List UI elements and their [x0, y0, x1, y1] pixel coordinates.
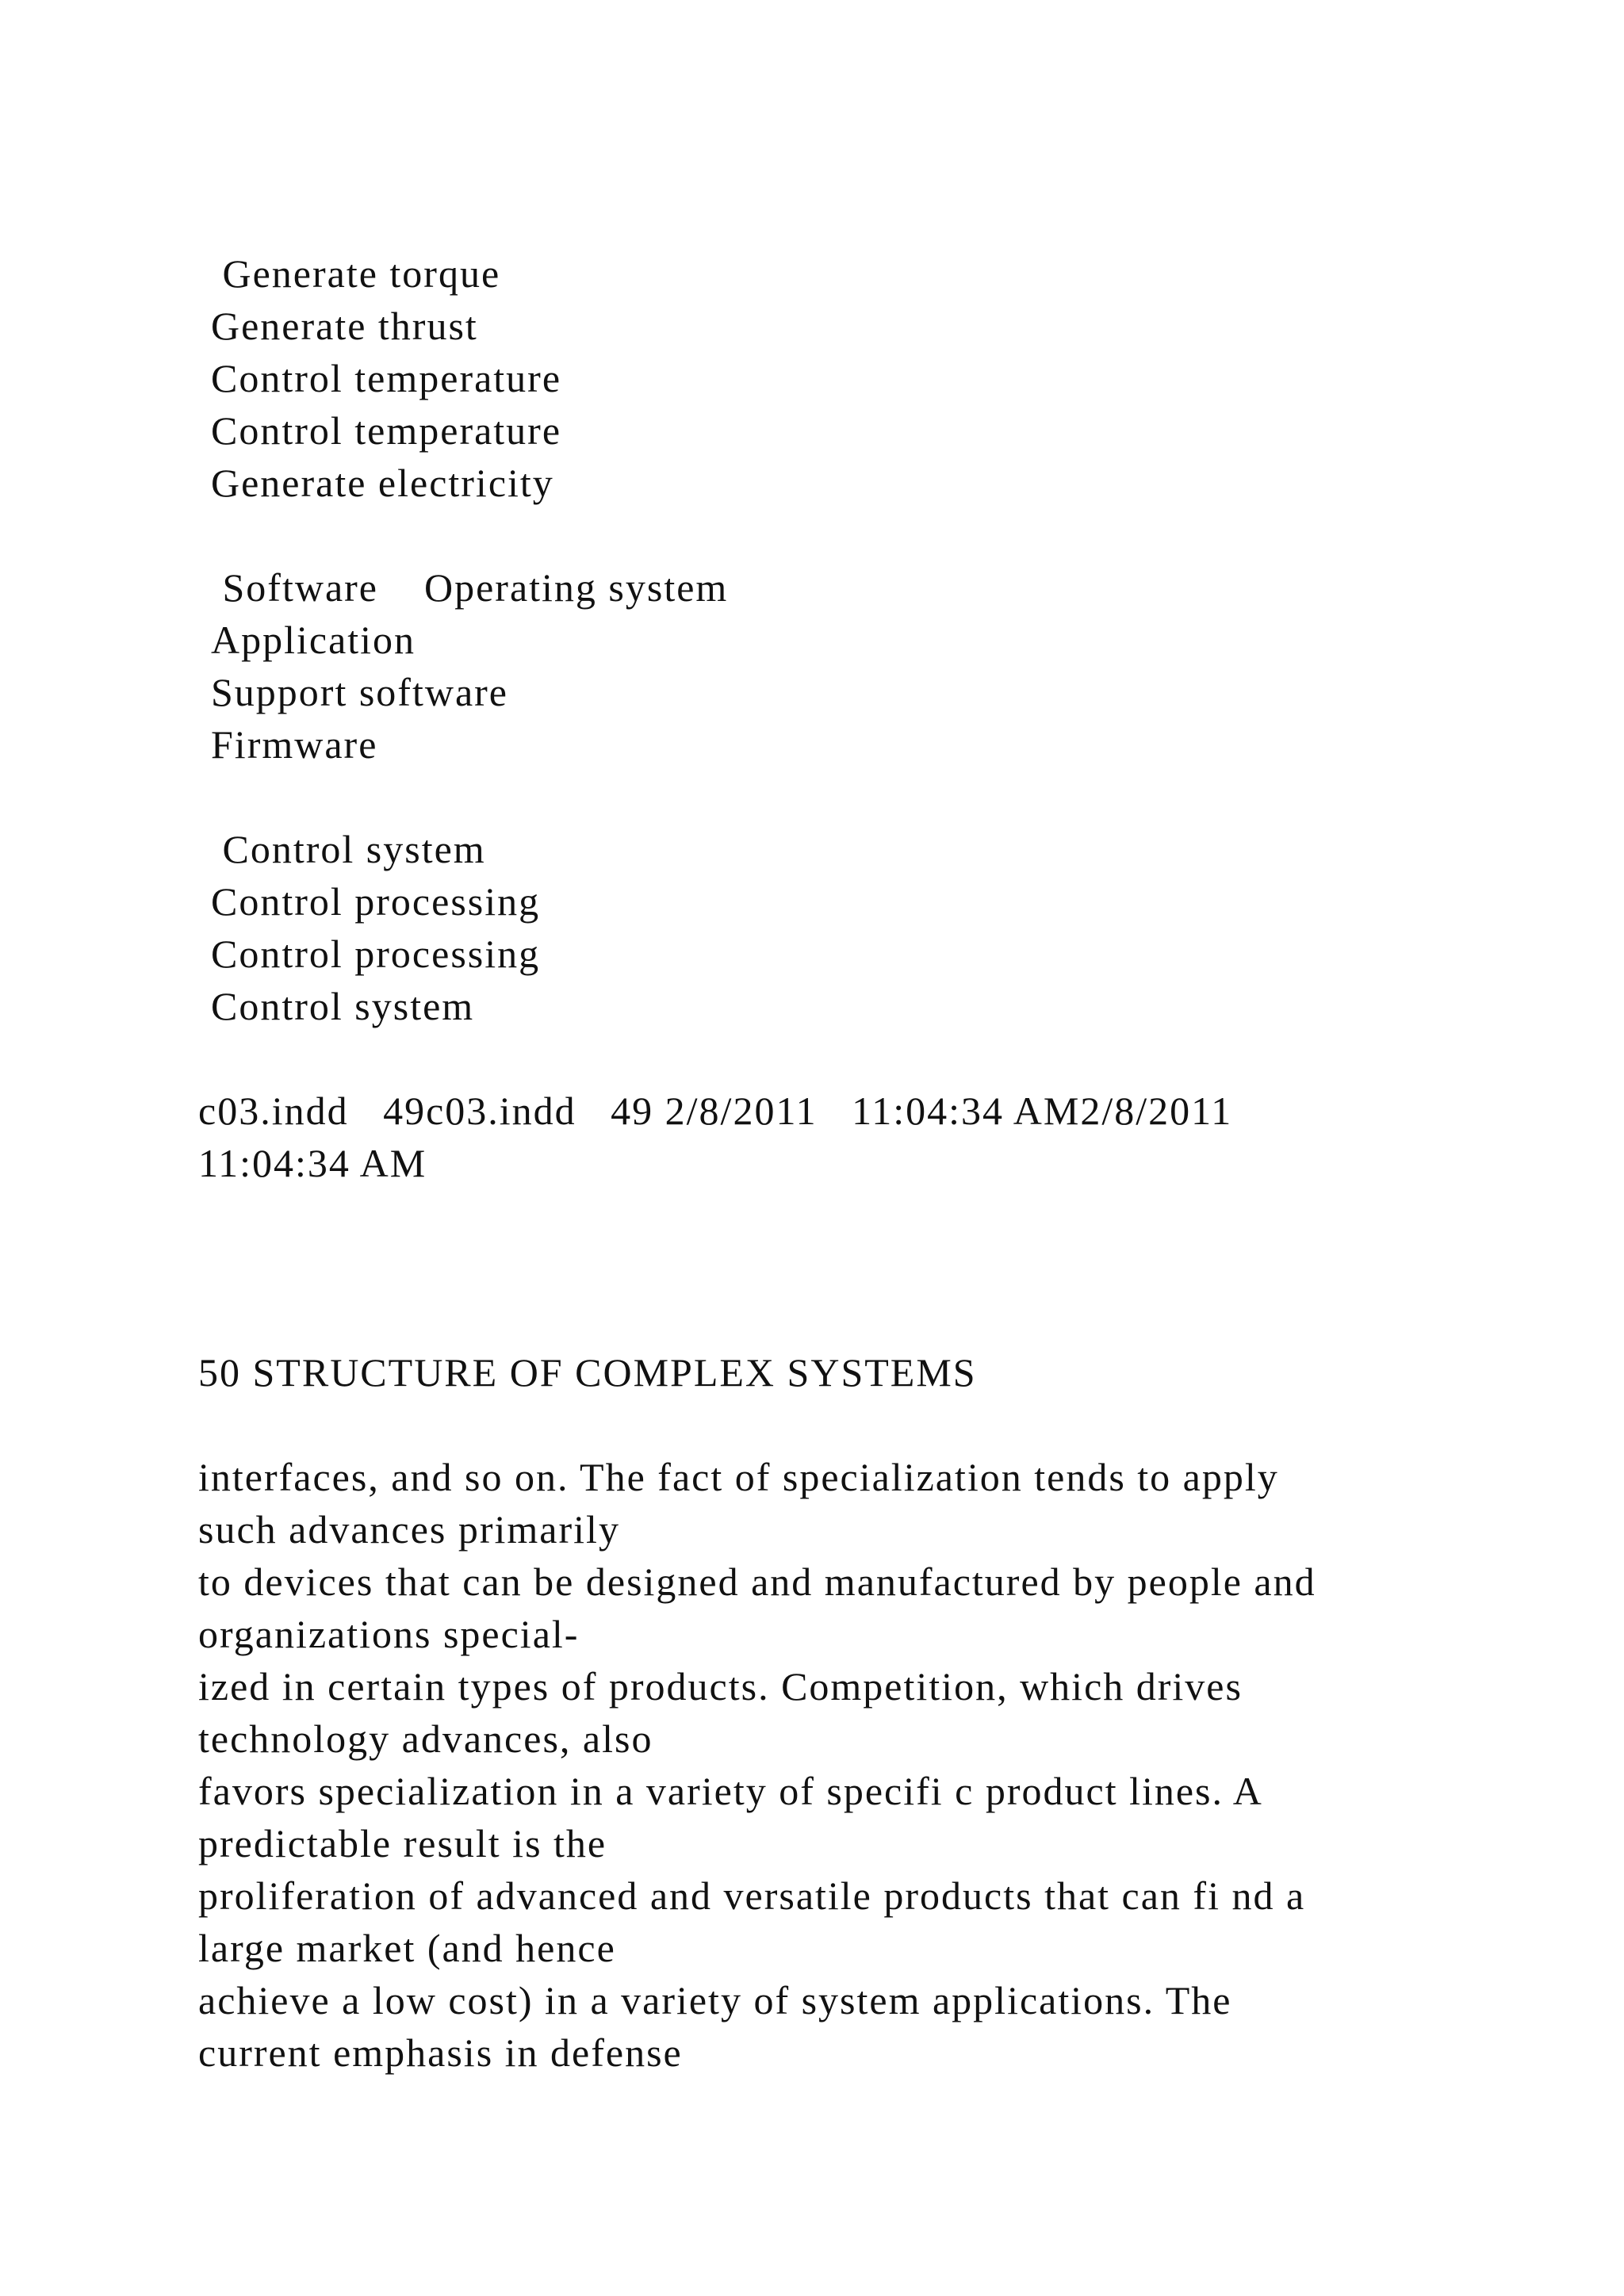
list-item-generate-electricity: Generate electricity — [211, 461, 554, 505]
body-line: proliferation of advanced and versatile products that can fi nd a — [198, 1873, 1306, 1918]
body-line: ized in certain types of products. Competition, which drives — [198, 1664, 1243, 1709]
body-line: achieve a low cost) in a variety of system applications. The — [198, 1978, 1232, 2022]
body-line: such advances primarily — [198, 1507, 620, 1552]
body-line: current emphasis in defense — [198, 2030, 683, 2075]
list-item-control-processing-2: Control processing — [211, 932, 541, 976]
body-line: interfaces, and so on. The fact of specialization tends to apply — [198, 1455, 1279, 1499]
list-item-control-system-1: Control system — [211, 827, 486, 871]
list-item-generate-thrust: Generate thrust — [211, 304, 478, 348]
body-line: organizations special- — [198, 1612, 580, 1656]
list-item-control-temperature-2: Control temperature — [211, 408, 562, 453]
list-item-firmware: Firmware — [211, 722, 378, 767]
list-item-control-temperature-1: Control temperature — [211, 356, 562, 400]
body-line: favors specialization in a variety of specifi c product lines. A — [198, 1769, 1263, 1813]
body-line: large market (and hence — [198, 1926, 616, 1970]
list-item-generate-torque: Generate torque — [211, 251, 501, 296]
running-head: 50 STRUCTURE OF COMPLEX SYSTEMS — [198, 1350, 977, 1395]
body-line: predictable result is the — [198, 1821, 607, 1866]
body-line: technology advances, also — [198, 1716, 653, 1761]
list-item-control-system-2: Control system — [211, 984, 475, 1028]
print-slug-line-1: c03.indd 49c03.indd 49 2/8/2011 11:04:34 AM2/8/2011 — [198, 1089, 1233, 1133]
list-item-software-operating-system: Software Operating system — [211, 565, 729, 610]
list-item-control-processing-1: Control processing — [211, 879, 541, 924]
body-line: to devices that can be designed and manufactured by people and — [198, 1559, 1316, 1604]
list-item-application: Application — [211, 618, 416, 662]
list-item-support-software: Support software — [211, 670, 508, 714]
print-slug-line-2: 11:04:34 AM — [198, 1141, 427, 1185]
